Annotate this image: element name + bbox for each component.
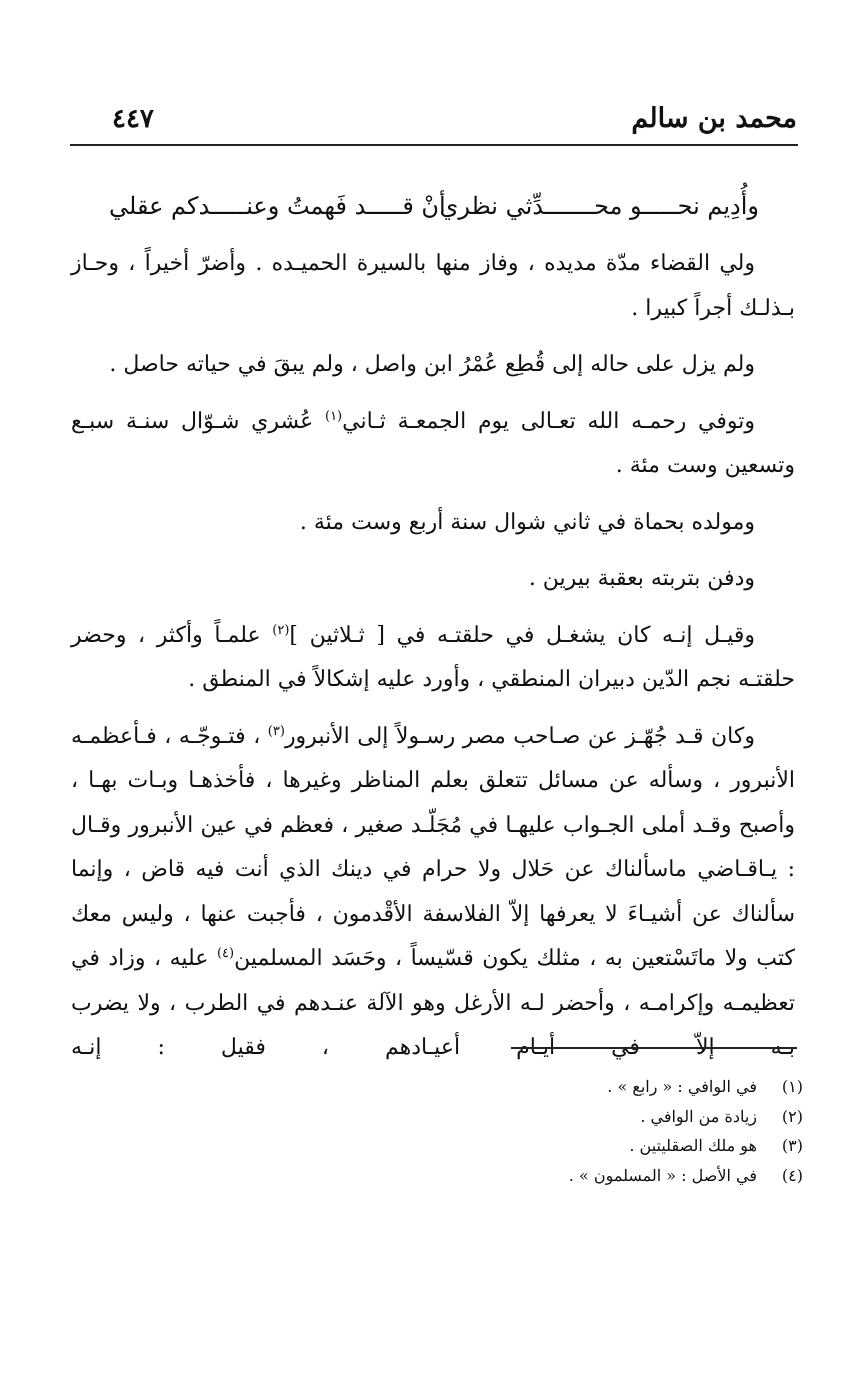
verse-second-hemistich: أنْ قـــــد فَهمتُ وعنـــــدكم عقلي [109,192,446,220]
footnote-item [203,1131,803,1161]
paragraph-text: ، فتـوجّـه ، فـأعظمـه الأنبرور ، وسأله عن مسائل تتعلق بعلم المناظر وغيرها ، فأخذهـا وبـات بهـا ، وأصبح وقـد أملى الجـواب عليهـا في مُجَلّـد صغير ، فعظم في عين الأنبرور وقـال : يـاقـاضي ماسألناك عن حَلال ولا حرام في دينك الذي أنت فيه قاض ، وإنما سألناك عن أشيـاءَ لا يعرفها إلاّ الفلاسفة الأقْدمون ، فأجبت عنها ، وليس معك كتب ولا ماتَسْتعين به ، مثلك يكون قسّيساً ، وحَسَد المسلمين [71,723,795,971]
verse-first-hemistich: وأُدِيم نحـــــو محـــــــدِّثي نظري [439,192,759,220]
header-rule [70,144,798,146]
paragraph: ودفن بتربته بعقبة بيرين . [528,566,755,591]
footnote-number: (٢) [781,1106,803,1126]
poetry-verse [109,186,759,226]
footnote-item [203,1072,803,1102]
paragraph-text: عليه ، وزاد في تعظيمـه وإكرامـه ، وأحضر لـه الأرغل وهو الآلة عنـدهم في الطرب ، ولا يضرب بـه إلاّ في أيـام أعيـادهم ، فقيل : إنـه [71,946,795,1060]
paragraph: ومولده بحماة في ثاني شوال سنة أربع وست مئة . [299,509,755,535]
footnote-item [203,1102,803,1132]
footnote-number: (٤) [781,1165,803,1185]
footnote-number: (٣) [781,1136,803,1155]
paragraph-text: وتوفي رحمـه الله تعـالى يوم الجمعـة ثـاني [342,408,755,434]
footnote-separator [511,1047,797,1049]
footnote-text: زيادة من الوافي . [640,1106,757,1126]
paragraph [71,400,795,489]
running-title: محمد بن سالم [631,103,797,134]
paragraph-text: وكان قـد جُهّـز عن صـاحب مصر رسـولاً إلى الأنبرور [284,723,755,749]
footnote-item [203,1161,803,1191]
paragraph: ولي القضاء مدّة مديده ، وفاز منها بالسيرة الحميـده . وأضرّ أخيراً ، وحـاز بـذلـك أجراً كبيرا . [71,251,795,321]
page-number: ٤٤٧ [112,104,154,134]
footnote-ref: (٢) [272,622,290,638]
paragraph-text: عُشري شـوّال سنـة سبـع وتسعين وست مئة . [71,408,795,478]
paragraph: ولم يزل على حاله إلى قُطِع عُمْرُ ابن واصل ، ولم يبقَ في حياته حاصل . [109,352,755,377]
paragraph [71,614,795,703]
paragraph [71,715,795,1071]
footnote-text: هو ملك الصقليتين . [629,1136,757,1155]
footnote-text: في الوافي : « رابع » . [607,1077,757,1096]
main-text [71,242,795,1071]
footnote-text: في الأصل : « المسلمون » . [568,1165,757,1185]
footnote-ref: (٤) [216,946,235,961]
footnote-number: (١) [781,1077,803,1096]
footnotes [203,1072,803,1190]
footnote-ref: (١) [324,408,343,424]
footnote-ref: (٣) [267,723,285,739]
paragraph-text: وقيـل إنـه كان يشغـل في حلقتـه في [ ثـلاثين ] [289,622,755,648]
paragraph-text: علمـاً وأكثر ، وحضر حلقتـه نجم الدّين دبيران المنطقي ، وأورد عليه إشكالاً في المنطق . [71,622,795,692]
